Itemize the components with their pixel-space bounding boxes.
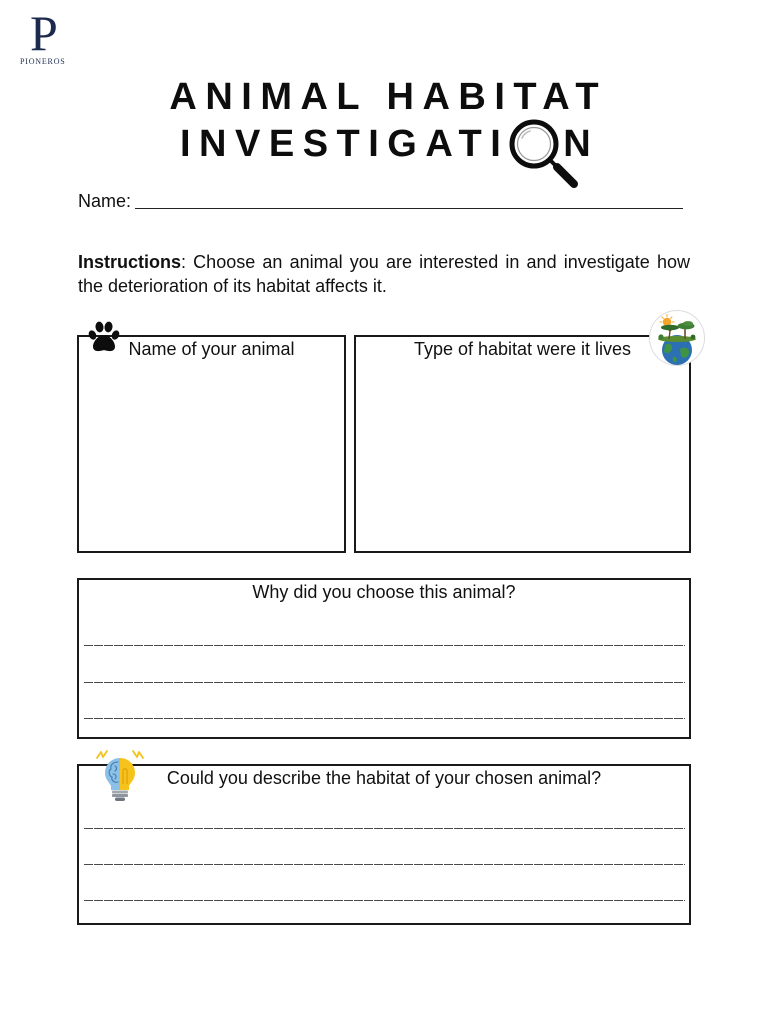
instructions-label: Instructions — [78, 252, 182, 272]
title-text-start: INVESTIGATI — [180, 123, 510, 165]
earth-habitat-icon — [647, 309, 707, 367]
logo-letter: P — [30, 5, 58, 61]
animal-name-box-label: Name of your animal — [128, 339, 295, 359]
habitat-type-box — [354, 335, 691, 553]
habitat-type-box-label: Type of habitat were it lives — [413, 339, 632, 359]
answer-line — [84, 682, 685, 683]
answer-line — [84, 718, 685, 719]
describe-habitat-box-label: Could you describe the habitat of your chosen animal? — [166, 768, 602, 788]
page-title-line-2 — [180, 125, 599, 163]
title-text-end: N — [563, 123, 600, 165]
animal-name-box — [77, 335, 346, 553]
name-label: Name: — [78, 191, 132, 211]
answer-line — [84, 645, 685, 646]
instructions-text: : Choose an animal you are interested in and investigate how the deterioration of its habitat affects it. — [78, 252, 690, 296]
describe-habitat-box — [77, 764, 691, 925]
magnifying-glass-icon — [509, 125, 559, 163]
instructions-paragraph — [78, 250, 690, 298]
paw-icon — [87, 321, 121, 353]
logo — [16, 6, 76, 70]
answer-line — [84, 828, 685, 829]
answer-line — [84, 864, 685, 865]
why-choose-box-label: Why did you choose this animal? — [252, 582, 516, 602]
logo-name: PIONEROS — [20, 57, 66, 66]
page-title-line-1: ANIMAL HABITAT — [169, 76, 608, 118]
name-field — [78, 190, 683, 212]
answer-line — [84, 900, 685, 901]
lightbulb-brain-icon — [94, 746, 146, 802]
name-underline — [135, 190, 683, 209]
why-choose-box — [77, 578, 691, 739]
